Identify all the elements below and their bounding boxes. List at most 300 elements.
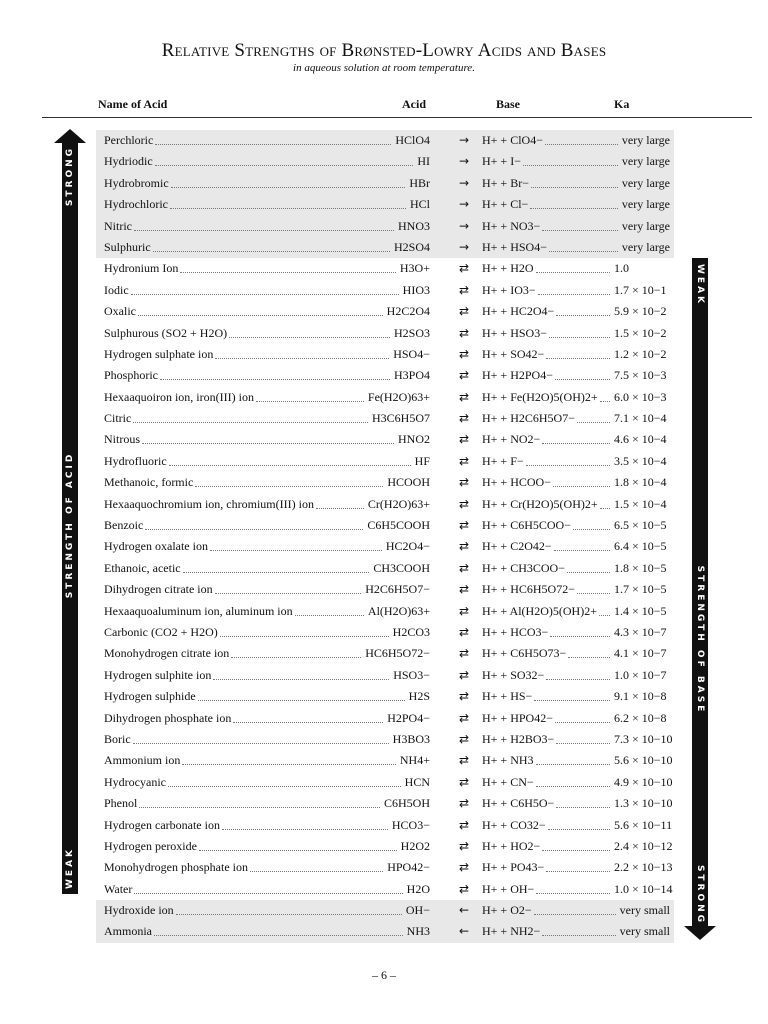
dot-leader xyxy=(542,935,616,936)
acid-formula: HClO4 xyxy=(395,133,430,147)
acid-name: Hexaaquochromium ion, chromium(III) ion xyxy=(104,496,314,511)
acid-name: Perchloric xyxy=(104,133,154,147)
dot-leader xyxy=(536,893,610,894)
ka-value: 1.0 × 10−7 xyxy=(614,667,667,682)
ka-value: 1.5 × 10−4 xyxy=(614,496,667,511)
equilibrium-arrow-icon: ⇄ xyxy=(458,774,470,789)
table-row xyxy=(96,365,674,386)
ka-value: 6.4 × 10−5 xyxy=(614,539,667,554)
conjugate-base: H+ + NO2− xyxy=(482,432,541,447)
acid-formula: H2C6H5O7− xyxy=(365,582,430,597)
equilibrium-arrow-icon: ⇄ xyxy=(458,261,470,276)
equilibrium-arrow-icon: ⇄ xyxy=(458,432,470,447)
equilibrium-arrow-icon: → xyxy=(458,175,470,190)
conjugate-base: H+ + HCOO− xyxy=(482,475,551,490)
equilibrium-arrow-icon: ⇄ xyxy=(458,368,470,383)
dot-leader xyxy=(553,486,610,487)
dot-leader xyxy=(171,187,405,188)
dot-leader xyxy=(556,315,610,316)
acid-formula: Fe(H2O)63+ xyxy=(367,389,430,404)
dot-leader xyxy=(131,294,399,295)
dot-leader xyxy=(549,337,610,338)
dot-leader xyxy=(139,807,380,808)
equilibrium-arrow-icon: ⇄ xyxy=(458,796,470,811)
acid-formula: H3O+ xyxy=(399,261,430,276)
acid-formula: H3C6H5O7 xyxy=(371,411,430,426)
acid-formula: HPO42− xyxy=(387,860,430,875)
equilibrium-arrow-icon: ⇄ xyxy=(458,603,470,618)
acid-formula: HC6H5O72− xyxy=(365,646,430,661)
acid-name: Ammonia xyxy=(104,924,152,939)
table-row xyxy=(96,301,674,322)
conjugate-base: H+ + ClO4− xyxy=(482,133,543,147)
ka-value: 1.8 × 10−5 xyxy=(614,560,667,575)
equilibrium-arrow-icon: ⇄ xyxy=(458,325,470,340)
acid-name: Hydriodic xyxy=(104,154,153,169)
table-row xyxy=(96,494,674,515)
dot-leader xyxy=(295,615,364,616)
dot-leader xyxy=(534,700,610,701)
conjugate-base: H+ + NH2− xyxy=(482,924,541,939)
ka-value: very large xyxy=(621,197,670,212)
ka-value: 7.3 × 10−10 xyxy=(614,731,673,746)
dot-leader xyxy=(526,465,610,466)
acid-name: Hydronium Ion xyxy=(104,261,179,276)
table-row xyxy=(96,601,674,622)
equilibrium-arrow-icon: ⇄ xyxy=(458,667,470,682)
table-row xyxy=(96,622,674,643)
acid-formula: C6H5OH xyxy=(383,796,430,811)
table-row xyxy=(96,836,674,857)
acid-formula: HBr xyxy=(409,175,430,190)
ka-value: 1.5 × 10−2 xyxy=(614,325,667,340)
equilibrium-arrow-icon: ⇄ xyxy=(458,881,470,896)
dot-leader xyxy=(536,764,610,765)
ka-value: 6.2 × 10−8 xyxy=(614,710,667,725)
dot-leader xyxy=(145,529,363,530)
equilibrium-arrow-icon: → xyxy=(458,133,470,147)
acid-formula: H2CO3 xyxy=(392,624,430,639)
dot-leader xyxy=(183,572,369,573)
acid-name: Hexaaquoaluminum ion, aluminum ion xyxy=(104,603,293,618)
dot-leader xyxy=(160,379,390,380)
dot-leader xyxy=(154,935,403,936)
equilibrium-arrow-icon: ⇄ xyxy=(458,453,470,468)
conjugate-base: H+ + HPO42− xyxy=(482,710,553,725)
acid-name: Boric xyxy=(104,731,131,746)
acid-name: Sulphuric xyxy=(104,239,151,254)
dot-leader xyxy=(142,443,394,444)
acid-formula: H2PO4− xyxy=(387,710,430,725)
equilibrium-arrow-icon: ⇄ xyxy=(458,582,470,597)
acid-formula: H3PO4 xyxy=(393,368,430,383)
acid-name: Hydrobromic xyxy=(104,175,169,190)
acid-formula: H2S xyxy=(408,689,430,704)
acid-name: Hydrocyanic xyxy=(104,774,166,789)
table-row xyxy=(96,793,674,814)
table-row xyxy=(96,879,674,900)
conjugate-base: H+ + HSO4− xyxy=(482,239,547,254)
acid-formula: HF xyxy=(414,453,430,468)
table-row xyxy=(96,772,674,793)
acid-name: Sulphurous (SO2 + H2O) xyxy=(104,325,228,340)
acid-formula: H2SO3 xyxy=(393,325,430,340)
equilibrium-arrow-icon: ⇄ xyxy=(458,860,470,875)
dot-leader xyxy=(531,187,618,188)
equilibrium-arrow-icon: ⇄ xyxy=(458,411,470,426)
table-row xyxy=(96,472,674,493)
header-rule xyxy=(42,117,752,118)
conjugate-base: H+ + H2O xyxy=(482,261,534,276)
dot-leader xyxy=(568,657,610,658)
acid-formula: Al(H2O)63+ xyxy=(367,603,430,618)
acid-name: Ammonium ion xyxy=(104,753,181,768)
acid-formula: H2O2 xyxy=(400,838,430,853)
equilibrium-arrow-icon: ⇄ xyxy=(458,475,470,490)
dot-leader xyxy=(549,251,618,252)
dot-leader xyxy=(213,679,389,680)
dot-leader xyxy=(536,786,610,787)
equilibrium-arrow-icon: ⇄ xyxy=(458,710,470,725)
ka-value: 1.7 × 10−1 xyxy=(614,282,667,297)
dot-leader xyxy=(542,230,618,231)
ka-value: 6.0 × 10−3 xyxy=(614,389,667,404)
conjugate-base: H+ + NO3− xyxy=(482,218,541,233)
acid-strength-label: STRENGTH OF ACID xyxy=(65,451,75,599)
conjugate-base: H+ + C6H5O− xyxy=(482,796,555,811)
ka-value: 7.1 × 10−4 xyxy=(614,411,667,426)
dot-leader xyxy=(250,871,383,872)
dot-leader xyxy=(134,230,394,231)
acid-name: Nitrous xyxy=(104,432,140,447)
acid-name: Hydrogen sulphate ion xyxy=(104,346,214,361)
dot-leader xyxy=(546,679,610,680)
ka-value: 4.9 × 10−10 xyxy=(614,774,673,789)
table-row xyxy=(96,344,674,365)
dot-leader xyxy=(555,722,610,723)
dot-leader xyxy=(155,165,413,166)
dot-leader xyxy=(210,550,382,551)
equilibrium-arrow-icon: ⇄ xyxy=(458,304,470,319)
acid-name: Hydroxide ion xyxy=(104,903,174,918)
ka-value: 6.5 × 10−5 xyxy=(614,518,667,533)
dot-leader xyxy=(215,593,361,594)
ka-value: very small xyxy=(619,924,670,939)
acid-name: Ethanoic, acetic xyxy=(104,560,181,575)
dot-leader xyxy=(545,144,618,145)
page-title: Relative Strengths of Brønsted-Lowry Acids and Bases xyxy=(161,40,607,61)
dot-leader xyxy=(567,572,610,573)
acid-name: Monohydrogen phosphate ion xyxy=(104,860,248,875)
conjugate-base: H+ + HC2O4− xyxy=(482,304,555,319)
acid-name: Hydrogen peroxide xyxy=(104,838,197,853)
acid-name: Water xyxy=(104,881,133,896)
ka-value: 5.9 × 10−2 xyxy=(614,304,667,319)
acid-name: Iodic xyxy=(104,282,129,297)
conjugate-base: H+ + I− xyxy=(482,154,521,169)
conjugate-base: H+ + C6H5O73− xyxy=(482,646,567,661)
ka-value: very small xyxy=(619,903,670,918)
conjugate-base: H+ + NH3 xyxy=(482,753,534,768)
conjugate-base: H+ + F− xyxy=(482,453,524,468)
dot-leader xyxy=(133,743,389,744)
acid-name: Hydrochloric xyxy=(104,197,168,212)
dot-leader xyxy=(231,657,361,658)
equilibrium-arrow-icon: → xyxy=(458,239,470,254)
acid-formula: HCO3− xyxy=(391,817,430,832)
dot-leader xyxy=(153,251,390,252)
dot-leader xyxy=(170,208,406,209)
table-row xyxy=(96,921,674,942)
dot-leader xyxy=(182,764,396,765)
equilibrium-arrow-icon: ← xyxy=(458,924,470,939)
conjugate-base: H+ + C6H5COO− xyxy=(482,518,571,533)
acid-name: Dihydrogen citrate ion xyxy=(104,582,213,597)
ka-value: 3.5 × 10−4 xyxy=(614,453,667,468)
conjugate-base: H+ + Cr(H2O)5(OH)2+ xyxy=(482,496,598,511)
dot-leader xyxy=(573,529,610,530)
equilibrium-arrow-icon: → xyxy=(458,154,470,169)
dot-leader xyxy=(133,422,368,423)
table-row xyxy=(96,323,674,344)
conjugate-base: H+ + H2BO3− xyxy=(482,731,555,746)
ka-value: 5.6 × 10−10 xyxy=(614,753,673,768)
acid-name: Hydrogen carbonate ion xyxy=(104,817,220,832)
ka-value: 4.6 × 10−4 xyxy=(614,432,667,447)
header-base: Base xyxy=(496,97,520,111)
dot-leader xyxy=(556,743,610,744)
conjugate-base: H+ + PO43− xyxy=(482,860,545,875)
acid-formula: H3BO3 xyxy=(392,731,430,746)
dot-leader xyxy=(176,914,402,915)
acid-formula: HCl xyxy=(409,197,430,212)
dot-leader xyxy=(138,315,383,316)
ka-value: 1.0 × 10−14 xyxy=(614,881,673,896)
acid-name: Carbonic (CO2 + H2O) xyxy=(104,624,218,639)
dot-leader xyxy=(198,700,405,701)
acid-name: Hydrogen sulphite ion xyxy=(104,667,212,682)
dot-leader xyxy=(215,358,389,359)
dot-leader xyxy=(556,807,610,808)
dot-leader xyxy=(599,615,610,616)
table-row xyxy=(96,515,674,536)
equilibrium-arrow-icon: ⇄ xyxy=(458,753,470,768)
acid-name: Phosphoric xyxy=(104,368,158,383)
acid-formula: NH3 xyxy=(406,924,430,939)
dot-leader xyxy=(220,636,389,637)
ka-value: 1.3 × 10−10 xyxy=(614,796,673,811)
ka-value: 2.4 × 10−12 xyxy=(614,838,673,853)
table-row xyxy=(96,280,674,301)
dot-leader xyxy=(546,358,610,359)
page-subtitle: in aqueous solution at room temperature. xyxy=(293,62,475,74)
acid-name: Hydrofluoric xyxy=(104,453,167,468)
conjugate-base: H+ + HSO3− xyxy=(482,325,547,340)
conjugate-base: H+ + H2PO4− xyxy=(482,368,553,383)
equilibrium-arrow-icon: ⇄ xyxy=(458,496,470,511)
conjugate-base: H+ + Cl− xyxy=(482,197,529,212)
table-row xyxy=(96,750,674,771)
dot-leader xyxy=(155,144,391,145)
equilibrium-arrow-icon: ⇄ xyxy=(458,539,470,554)
conjugate-base: H+ + CN− xyxy=(482,774,534,789)
equilibrium-arrow-icon: ⇄ xyxy=(458,624,470,639)
conjugate-base: H+ + HC6H5O72− xyxy=(482,582,575,597)
dot-leader xyxy=(538,294,610,295)
acid-formula: CH3COOH xyxy=(373,560,430,575)
dot-leader xyxy=(542,850,610,851)
acid-formula: HI xyxy=(417,154,430,169)
acid-formula: HCOOH xyxy=(387,475,430,490)
conjugate-base: H+ + H2C6H5O7− xyxy=(482,411,575,426)
ka-value: 1.8 × 10−4 xyxy=(614,475,667,490)
dot-leader xyxy=(256,401,364,402)
acid-table xyxy=(96,130,674,943)
dot-leader xyxy=(222,829,388,830)
dot-leader xyxy=(546,871,610,872)
dot-leader xyxy=(548,829,610,830)
table-row xyxy=(96,643,674,664)
ka-value: 5.6 × 10−11 xyxy=(614,817,673,832)
ka-value: very large xyxy=(621,133,670,147)
base-strong-label: STRONG xyxy=(695,864,705,926)
conjugate-base: H+ + OH− xyxy=(482,881,535,896)
dot-leader xyxy=(550,636,610,637)
table-row xyxy=(96,729,674,750)
table-row xyxy=(96,900,674,921)
conjugate-base: H+ + HS− xyxy=(482,689,533,704)
table-row xyxy=(96,536,674,557)
conjugate-base: H+ + HO2− xyxy=(482,838,541,853)
acid-formula: NH4+ xyxy=(399,753,430,768)
acid-formula: HC2O4− xyxy=(385,539,430,554)
header-acid: Acid xyxy=(402,97,426,111)
acid-name: Oxalic xyxy=(104,304,136,319)
dot-leader xyxy=(554,550,610,551)
table-row xyxy=(96,387,674,408)
equilibrium-arrow-icon: ⇄ xyxy=(458,518,470,533)
ka-value: very large xyxy=(621,218,670,233)
dot-leader xyxy=(523,165,618,166)
equilibrium-arrow-icon: ⇄ xyxy=(458,346,470,361)
equilibrium-arrow-icon: ⇄ xyxy=(458,731,470,746)
ka-value: 1.4 × 10−5 xyxy=(614,603,667,618)
acid-formula: HNO3 xyxy=(398,218,430,233)
equilibrium-arrow-icon: ← xyxy=(458,903,470,918)
base-weak-label: WEAK xyxy=(695,263,705,307)
table-row xyxy=(96,216,674,237)
base-strength-arrow-down-icon xyxy=(684,926,716,940)
conjugate-base: H+ + IO3− xyxy=(482,282,536,297)
header-name: Name of Acid xyxy=(98,97,168,111)
table-row xyxy=(96,815,674,836)
acid-formula: HSO4− xyxy=(393,346,430,361)
conjugate-base: H+ + SO32− xyxy=(482,667,545,682)
ka-value: 1.7 × 10−5 xyxy=(614,582,667,597)
equilibrium-arrow-icon: ⇄ xyxy=(458,282,470,297)
dot-leader xyxy=(233,722,383,723)
acid-name: Nitric xyxy=(104,218,132,233)
dot-leader xyxy=(600,508,610,509)
acid-strength-arrow-up-icon xyxy=(54,129,86,143)
acid-formula: HSO3− xyxy=(393,667,430,682)
conjugate-base: H+ + CO32− xyxy=(482,817,546,832)
dot-leader xyxy=(195,486,383,487)
dot-leader xyxy=(555,379,610,380)
table-row xyxy=(96,857,674,878)
base-strength-label: STRENGTH OF BASE xyxy=(695,565,705,715)
acid-formula: HNO2 xyxy=(398,432,430,447)
dot-leader xyxy=(577,422,610,423)
header-ka: Ka xyxy=(614,97,630,111)
ka-value: 4.1 × 10−7 xyxy=(614,646,667,661)
dot-leader xyxy=(534,914,616,915)
dot-leader xyxy=(229,337,390,338)
ka-value: 1.2 × 10−2 xyxy=(614,346,667,361)
table-row xyxy=(96,258,674,279)
acid-name: Methanoic, formic xyxy=(104,475,194,490)
acid-name: Citric xyxy=(104,411,132,426)
ka-value: 9.1 × 10−8 xyxy=(614,689,667,704)
acid-formula: C6H5COOH xyxy=(367,518,430,533)
dot-leader xyxy=(600,401,610,402)
acid-name: Monohydrogen citrate ion xyxy=(104,646,230,661)
acid-formula: H2C2O4 xyxy=(386,304,430,319)
conjugate-base: H+ + Fe(H2O)5(OH)2+ xyxy=(482,389,598,404)
acid-formula: H2SO4 xyxy=(393,239,430,254)
table-row xyxy=(96,408,674,429)
dot-leader xyxy=(536,272,610,273)
table-row xyxy=(96,130,674,151)
ka-value: very large xyxy=(621,175,670,190)
table-row xyxy=(96,451,674,472)
ka-value: 4.3 × 10−7 xyxy=(614,624,667,639)
dot-leader xyxy=(542,443,610,444)
acid-strong-label: STRONG xyxy=(65,145,75,207)
page-number: – 6 – xyxy=(372,968,396,982)
acid-name: Hydrogen oxalate ion xyxy=(104,539,208,554)
equilibrium-arrow-icon: ⇄ xyxy=(458,817,470,832)
table-row xyxy=(96,579,674,600)
ka-value: very large xyxy=(621,154,670,169)
table-row xyxy=(96,558,674,579)
conjugate-base: H+ + HCO3− xyxy=(482,624,549,639)
table-row xyxy=(96,708,674,729)
conjugate-base: H+ + CH3COO− xyxy=(482,560,565,575)
table-row xyxy=(96,237,674,258)
dot-leader xyxy=(316,508,364,509)
conjugate-base: H+ + Br− xyxy=(482,175,529,190)
dot-leader xyxy=(169,465,411,466)
equilibrium-arrow-icon: ⇄ xyxy=(458,560,470,575)
dot-leader xyxy=(134,893,403,894)
conjugate-base: H+ + C2O42− xyxy=(482,539,552,554)
ka-value: very large xyxy=(621,239,670,254)
table-row xyxy=(96,151,674,172)
equilibrium-arrow-icon: ⇄ xyxy=(458,646,470,661)
conjugate-base: H+ + O2− xyxy=(482,903,532,918)
table-row xyxy=(96,686,674,707)
acid-name: Benzoic xyxy=(104,518,144,533)
acid-formula: H2O xyxy=(406,881,430,896)
acid-formula: Cr(H2O)63+ xyxy=(367,496,430,511)
acid-name: Hexaaquoiron ion, iron(III) ion xyxy=(104,389,254,404)
equilibrium-arrow-icon: ⇄ xyxy=(458,838,470,853)
acid-formula: HIO3 xyxy=(402,282,430,297)
ka-value: 2.2 × 10−13 xyxy=(614,860,673,875)
dot-leader xyxy=(180,272,396,273)
dot-leader xyxy=(577,593,610,594)
